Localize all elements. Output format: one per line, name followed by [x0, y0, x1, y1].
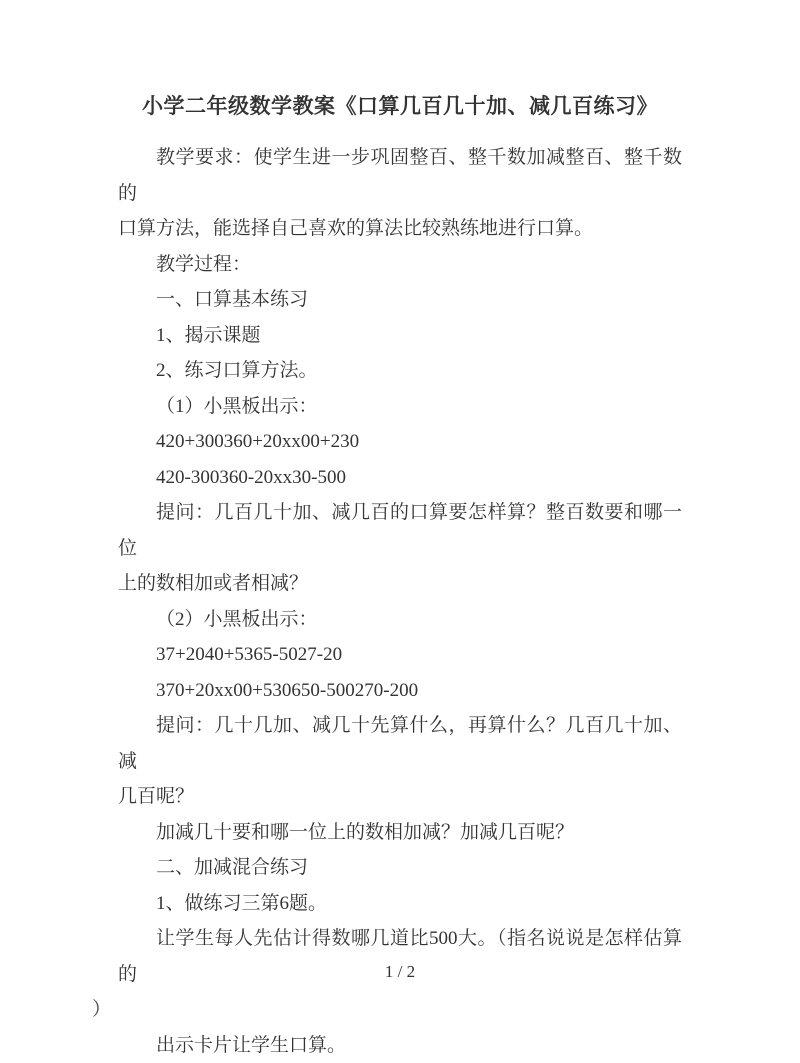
text-line: 一、口算基本练习: [118, 282, 682, 318]
text-line: 370+20xx00+530650-500270-200: [118, 673, 682, 709]
text-line: （1）小黑板出示：: [118, 389, 682, 425]
text-line: 提问：几百几十加、减几百的口算要怎样算？整百数要和哪一位: [118, 495, 682, 566]
text-line: 1、揭示课题: [118, 318, 682, 354]
page-title: 小学二年级数学教案《口算几百几十加、减几百练习》: [118, 0, 682, 125]
text-line: 口算方法，能选择自己喜欢的算法比较熟练地进行口算。: [118, 211, 682, 247]
text-line: 1、做练习三第6题。: [118, 886, 682, 922]
text-line: 37+2040+5365-5027-20: [118, 637, 682, 673]
text-line: 出示卡片让学生口算。: [118, 1028, 682, 1063]
text-line: 420+300360+20xx00+230: [118, 424, 682, 460]
text-line: 2、练习口算方法。: [118, 353, 682, 389]
text-line: 420-300360-20xx30-500: [118, 460, 682, 496]
text-line: 上的数相加或者相减？: [118, 566, 682, 602]
page-footer: [0, 962, 800, 982]
text-line: 教学过程：: [118, 247, 682, 283]
text-line: （2）小黑板出示：: [118, 602, 682, 638]
text-line: 教学要求：使学生进一步巩固整百、整千数加减整百、整千数的: [118, 140, 682, 211]
document-body: [118, 140, 682, 1063]
page-number: 1 / 2: [385, 962, 415, 981]
text-line: 让学生每人先估计得数哪几道比500大。（指名说说是怎样估算的: [118, 921, 682, 992]
text-line: ）: [92, 992, 682, 1028]
text-line: 提问：几十几加、减几十先算什么，再算什么？几百几十加、减: [118, 708, 682, 779]
text-line: 二、加减混合练习: [118, 850, 682, 886]
text-line: 几百呢？: [118, 779, 682, 815]
text-line: 加减几十要和哪一位上的数相加减？加减几百呢？: [118, 815, 682, 851]
